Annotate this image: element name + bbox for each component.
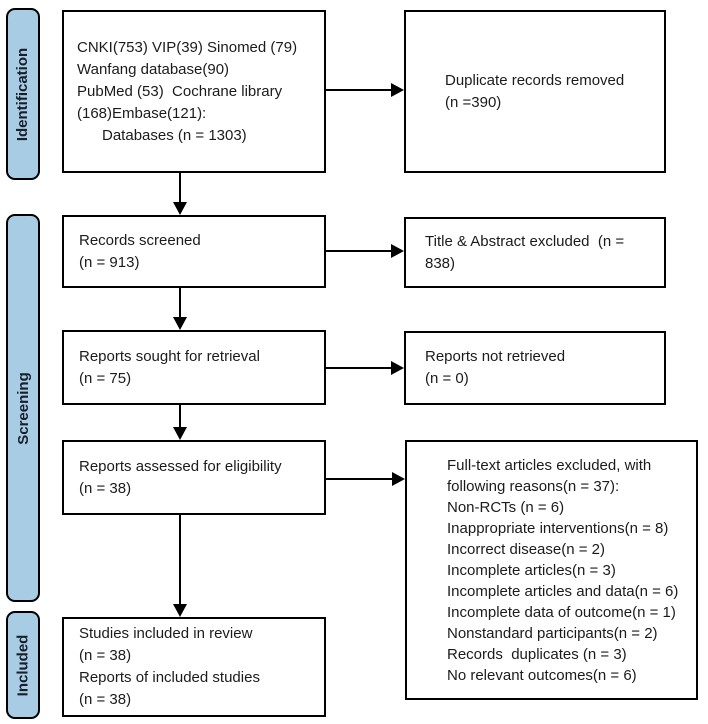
box-reports-not-retrieved bbox=[404, 331, 666, 405]
box-text-line: Records duplicates (n = 3) bbox=[447, 645, 627, 663]
arrow-right-icon bbox=[392, 472, 405, 486]
stage-screening bbox=[6, 214, 40, 602]
box-text-line: Incomplete data of outcome(n = 1) bbox=[447, 603, 676, 621]
box-text-line: (n = 38) bbox=[79, 479, 132, 497]
box-text-line: Reports sought for retrieval bbox=[79, 347, 260, 365]
arrow-down-icon bbox=[173, 317, 187, 330]
box-text-line: Incomplete articles and data(n = 6) bbox=[447, 582, 679, 600]
box-text-line: Non-RCTs (n = 6) bbox=[447, 498, 565, 516]
box-text-line: Incorrect disease(n = 2) bbox=[447, 540, 605, 558]
stage-screening-label: Screening bbox=[14, 371, 32, 445]
box-text-line: Records screened bbox=[79, 231, 201, 249]
box-text-line: PubMed (53) Cochrane library bbox=[77, 82, 283, 100]
arrow-screened-to-excluded-line bbox=[326, 250, 392, 252]
stage-identification bbox=[6, 8, 40, 180]
box-duplicates-removed bbox=[404, 10, 666, 173]
arrow-right-icon bbox=[391, 361, 404, 375]
arrow-databases-to-screened-line bbox=[179, 173, 181, 204]
box-text-line: Reports of included studies bbox=[79, 669, 260, 686]
box-text-line: (n =390) bbox=[445, 93, 502, 111]
box-text-line: Reports assessed for eligibility bbox=[79, 457, 282, 475]
stage-identification-label: Identification bbox=[14, 47, 32, 141]
arrow-sought-to-assessed-line bbox=[179, 405, 181, 429]
box-text-line: Title & Abstract excluded (n = bbox=[425, 232, 625, 250]
arrow-down-icon bbox=[173, 202, 187, 215]
box-reports-assessed bbox=[62, 440, 326, 515]
arrow-right-icon bbox=[391, 244, 404, 258]
arrow-databases-to-duplicates-line bbox=[326, 89, 392, 91]
arrow-sought-to-notretrieved-line bbox=[326, 367, 392, 369]
box-text-line: (n = 0) bbox=[425, 370, 469, 387]
arrow-assessed-to-fulltext-line bbox=[326, 478, 393, 480]
stage-included bbox=[6, 611, 40, 719]
box-fulltext-excluded bbox=[405, 440, 698, 700]
box-text-line: Inappropriate interventions(n = 8) bbox=[447, 519, 669, 537]
box-text-line: (n = 38) bbox=[79, 691, 132, 708]
arrow-down-icon bbox=[173, 604, 187, 617]
box-text-line: No relevant outcomes(n = 6) bbox=[447, 666, 637, 684]
box-text-line: (n = 38) bbox=[79, 647, 132, 664]
box-text-line: CNKI(753) VIP(39) Sinomed (79) bbox=[77, 38, 298, 56]
arrow-assessed-to-included-line bbox=[179, 515, 181, 606]
box-text-line: Studies included in review bbox=[79, 625, 253, 642]
box-text-line: Reports not retrieved bbox=[425, 348, 566, 365]
box-records-screened bbox=[62, 215, 326, 288]
arrow-right-icon bbox=[391, 83, 404, 97]
box-title-abstract-excluded bbox=[404, 217, 666, 288]
box-reports-sought bbox=[62, 330, 326, 405]
box-text-line: Full-text articles excluded, with bbox=[447, 456, 652, 474]
stage-included-label: Included bbox=[14, 634, 32, 696]
box-text-line: following reasons(n = 37): bbox=[447, 477, 620, 495]
arrow-down-icon bbox=[173, 427, 187, 440]
box-text-line: Databases (n = 1303) bbox=[77, 126, 247, 144]
box-studies-included bbox=[62, 617, 326, 717]
box-text-line: Duplicate records removed bbox=[445, 71, 625, 89]
box-databases bbox=[62, 10, 326, 173]
box-text-line: (n = 75) bbox=[79, 369, 132, 387]
arrow-screened-to-sought-line bbox=[179, 288, 181, 318]
box-text-line: (168)Embase(121): bbox=[77, 104, 207, 122]
box-text-line: Incomplete articles(n = 3) bbox=[447, 561, 616, 579]
box-text-line: Wanfang database(90) bbox=[77, 60, 230, 78]
box-text-line: 838) bbox=[425, 254, 456, 272]
box-text-line: (n = 913) bbox=[79, 253, 140, 271]
box-text-line: Nonstandard participants(n = 2) bbox=[447, 624, 658, 642]
